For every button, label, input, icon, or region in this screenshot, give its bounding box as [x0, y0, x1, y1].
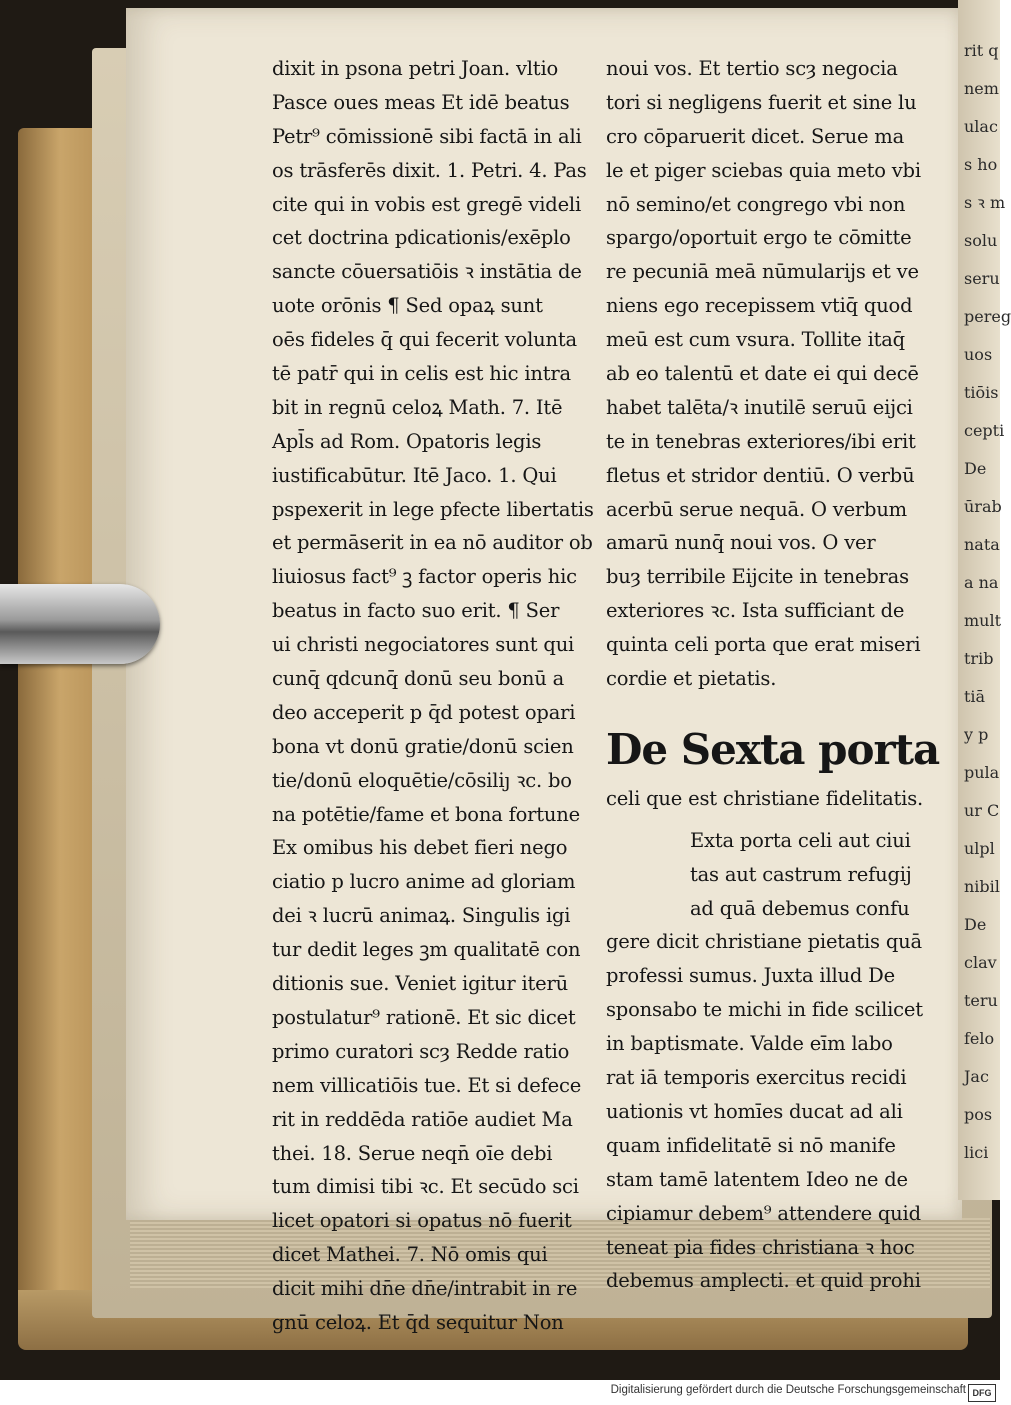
text-line: ab eo talentū et date ei qui decē: [606, 362, 919, 386]
adjacent-page-fragment: ūrab: [964, 497, 1002, 516]
text-line: ad quā debemus confu: [690, 896, 910, 920]
adjacent-page-fragment: nem: [964, 79, 999, 98]
text-line: Pasce oues meas Et idē beatus: [272, 90, 570, 114]
section-heading-subtitle: celi que est christiane fidelitatis.: [606, 786, 924, 810]
adjacent-page-fragment: s ho: [964, 155, 998, 174]
text-line: primo curatori scȝ Redde ratio: [272, 1039, 570, 1063]
text-line: thei. 18. Serue neqn̄ oīe debi: [272, 1141, 553, 1165]
text-line: tē patr̄ qui in celis est hic intra: [272, 362, 571, 386]
page-clip: [0, 584, 160, 664]
text-line: dei ꝛ lucrū animaꝝ. Singulis igi: [272, 904, 571, 928]
text-line: bit in regnū celoꝝ Math. 7. Itē: [272, 395, 563, 419]
text-line: exteriores ꝛc. Ista sufficiant de: [606, 599, 905, 623]
text-line: acerbū serue nequā. O verbum: [606, 497, 907, 521]
footer-bar: [0, 1380, 1000, 1405]
footer-credit: Digitalisierung gefördert durch die Deutsche Forschungsgemeinschaft: [610, 1384, 966, 1396]
dfg-logo: DFG: [968, 1384, 996, 1402]
text-line: habet talēta/ꝛ inutilē seruū eijci: [606, 395, 913, 419]
adjacent-page-fragment: clav: [964, 953, 997, 972]
text-line: cet doctrina pdicationis/exēplo: [272, 226, 571, 250]
text-line: ui christi negociatores sunt qui: [272, 633, 575, 657]
adjacent-page-fragment: ulpl: [964, 839, 995, 858]
text-line: meū est cum vsura. Tollite itaq̄: [606, 328, 905, 352]
text-line: dicit mihi dn̄e dn̄e/intrabit in re: [272, 1277, 578, 1301]
text-line: tur dedit leges ꝫm qualitatē con: [272, 938, 581, 962]
adjacent-page-fragment: a na: [964, 573, 999, 592]
adjacent-page-fragment: trib: [964, 649, 994, 668]
adjacent-page-fragment: uos: [964, 345, 993, 364]
text-line: amarū nunq̄ noui vos. O ver: [606, 531, 876, 555]
section-heading: De Sexta porta: [606, 724, 940, 774]
text-line: debemus amplecti. et quid prohi: [606, 1269, 921, 1293]
adjacent-page-fragment: lici: [964, 1143, 989, 1162]
left-text-column: [272, 52, 598, 1340]
adjacent-page-fragment: pereg: [964, 307, 1011, 326]
text-line: tum dimisi tibi ꝛc. Et secūdo sci: [272, 1175, 579, 1199]
adjacent-page-fragment: s ꝛ m: [964, 193, 1006, 212]
text-line: in baptismate. Valde eīm labo: [606, 1032, 893, 1056]
right-column-top-text: [606, 52, 932, 696]
text-line: spargo/oportuit ergo te cōmitte: [606, 226, 912, 250]
text-line: Petr⁹ cōmissionē sibi factā in ali: [272, 124, 582, 148]
text-line: buȝ terribile Eijcite in tenebras: [606, 565, 909, 589]
text-line: stam tamē latentem Ideo ne de: [606, 1167, 908, 1191]
text-line: oēs fideles q̄ qui fecerit volunta: [272, 328, 577, 352]
text-line: fletus et stridor dentiū. O verbū: [606, 463, 915, 487]
text-line: et permāserit in ea nō auditor ob: [272, 531, 593, 555]
text-line: dixit in psona petri Joan. vltio: [272, 57, 559, 80]
text-line: cite qui in vobis est gregē videli: [272, 192, 581, 216]
adjacent-page-fragment: teru: [964, 991, 998, 1010]
text-line: re pecuniā meā nūmularijs et ve: [606, 260, 919, 284]
text-line: le et piger sciebas quia meto vbi: [606, 158, 921, 182]
text-line: cipiamur debem⁹ attendere quid: [606, 1201, 921, 1225]
text-line: bona vt donū gratie/donū scien: [272, 734, 574, 758]
adjacent-page-fragment: seru: [964, 269, 1000, 288]
text-line: tie/donū eloquētie/cōsiliȷ ꝛc. bo: [272, 768, 572, 792]
text-line: rit in reddēda ratiōe audiet Ma: [272, 1107, 573, 1131]
text-line: liuiosus fact⁹ ꝫ factor operis hic: [272, 565, 577, 589]
text-line: dicet Mathei. 7. Nō omis qui: [272, 1243, 548, 1267]
text-line: nō semino/et congrego vbi non: [606, 192, 906, 216]
adjacent-page-fragment: y p: [964, 725, 989, 744]
adjacent-page-fragment: ur C: [964, 801, 1000, 820]
text-line: beatus in facto suo erit. ¶ Ser: [272, 599, 560, 623]
text-line: deo acceperit p q̄d potest opari: [272, 700, 576, 724]
text-line: iustificabūtur. Itē Jaco. 1. Qui: [272, 463, 557, 487]
text-line: gnū celoꝝ. Et q̄d sequitur Non: [272, 1310, 564, 1334]
adjacent-page: [958, 0, 1011, 1200]
text-line: cordie et pietatis.: [606, 667, 777, 691]
text-line: nem villicatiōis tue. Et si defece: [272, 1073, 582, 1097]
adjacent-page-fragment: solu: [964, 231, 998, 250]
adjacent-page-fragment: De: [964, 459, 987, 478]
right-column-bottom-text: [606, 824, 932, 1298]
text-line: te in tenebras exteriores/ibi erit: [606, 429, 916, 453]
adjacent-page-fragment: rit q: [964, 41, 999, 60]
text-line: quam infidelitatē si nō manife: [606, 1133, 896, 1157]
adjacent-page-fragment: pula: [964, 763, 1000, 782]
text-line: licet opatori si opatus nō fuerit: [272, 1209, 572, 1233]
text-line: sponsabo te michi in fide scilicet: [606, 998, 923, 1022]
text-line: noui vos. Et tertio scȝ negocia: [606, 57, 898, 80]
right-text-column: [606, 52, 940, 1298]
adjacent-page-fragment: cepti: [964, 421, 1005, 440]
text-line: professi sumus. Juxta illud De: [606, 964, 895, 988]
adjacent-page-fragment: nibil: [964, 877, 1000, 896]
text-line: Exta porta celi aut ciui: [690, 828, 911, 852]
text-line: postulatur⁹ rationē. Et sic dicet: [272, 1005, 576, 1029]
text-line: os trāsferēs dixit. 1. Petri. 4. Pas: [272, 158, 587, 182]
text-line: niens ego recepissem vtiq̄ quod: [606, 294, 913, 318]
text-line: gere dicit christiane pietatis quā: [606, 930, 922, 954]
text-line: pspexerit in lege pfecte libertatis: [272, 497, 594, 521]
adjacent-page-fragment: ulac: [964, 117, 998, 136]
text-line: ciatio p lucro anime ad gloriam: [272, 870, 576, 894]
text-line: rat iā temporis exercitus recidi: [606, 1066, 907, 1090]
adjacent-page-fragment: mult: [964, 611, 1002, 630]
text-line: cro cōparuerit dicet. Serue ma: [606, 124, 905, 148]
text-line: uote orōnis ¶ Sed opaꝝ sunt: [272, 294, 543, 318]
adjacent-page-fragment: Jac: [964, 1067, 989, 1086]
text-line: uationis vt homīes ducat ad ali: [606, 1099, 903, 1123]
text-line: teneat pia fides christiana ꝛ hoc: [606, 1235, 915, 1259]
text-line: cunq̄ qdcunq̄ donū seu bonū a: [272, 667, 565, 691]
adjacent-page-fragment: felo: [964, 1029, 995, 1048]
text-line: Ex omibus his debet fieri nego: [272, 836, 568, 860]
text-line: tas aut castrum refugij: [690, 862, 912, 886]
adjacent-page-fragment: pos: [964, 1105, 993, 1124]
adjacent-page-fragment: nata: [964, 535, 1000, 554]
adjacent-page-fragment: tiōis: [964, 383, 999, 402]
text-line: quinta celi porta que erat miseri: [606, 633, 921, 657]
text-line: tori si negligens fuerit et sine lu: [606, 90, 917, 114]
text-line: Apl̄s ad Rom. Opatoris legis: [272, 429, 542, 453]
text-line: ditionis sue. Veniet igitur iterū: [272, 972, 569, 996]
text-line: na potētie/fame et bona fortune: [272, 802, 580, 826]
adjacent-page-fragment: De: [964, 915, 987, 934]
text-line: sancte cōuersatiōis ꝛ instātia de: [272, 260, 582, 284]
adjacent-page-fragment: tiā: [964, 687, 986, 706]
